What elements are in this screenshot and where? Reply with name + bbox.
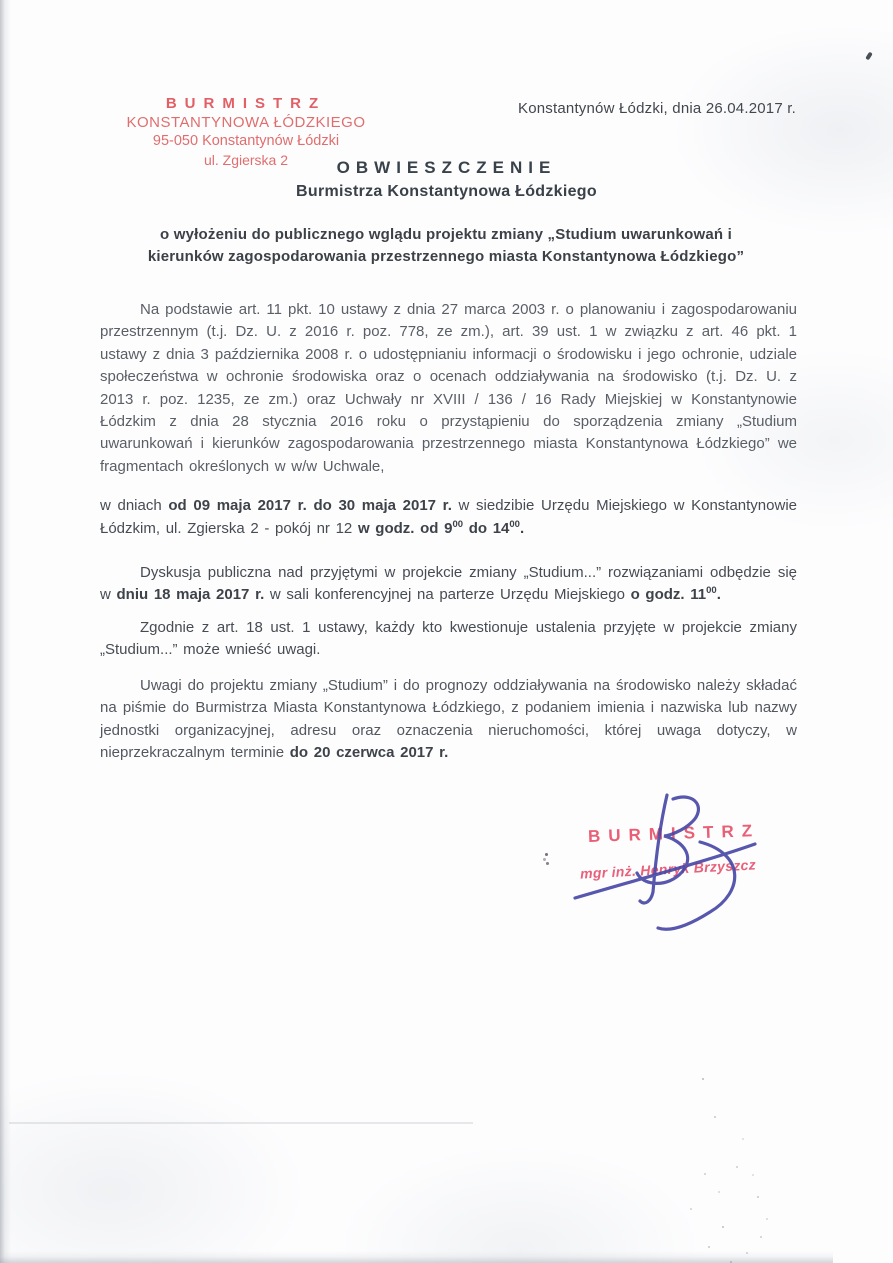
letterhead-street: ul. Zgierska 2 — [203, 152, 289, 168]
p3-bold-period: . — [716, 586, 721, 604]
p5-text-1: Uwagi do projektu zmiany „Studium” i do prognozy oddziaływania na środowisko należy składać na piśmie do Burmistrza Miasta Konstantynowa Łódzkiego, z podaniem imienia i nazwiska lub nazwy jednostki organizacyjnej, adresu oraz oznaczenia nieruchomości, której uwaga dotyczy, w nieprzekraczalnym terminie — [100, 676, 797, 761]
p3-superscript: 00 — [706, 585, 717, 597]
p3-bold-hour: o godz. 11 — [630, 586, 707, 604]
scan-speck — [865, 52, 873, 61]
document-subject — [96, 224, 796, 268]
paragraph-public-discussion — [100, 562, 797, 607]
scan-edge-bottom — [0, 1251, 833, 1263]
p2-superscript-1: 00 — [452, 518, 464, 530]
subject-line-1: o wyłożeniu do publicznego wglądu projektu zmiany „Studium uwarunkowań i — [160, 226, 732, 243]
p3-text-1: Dyskusja publiczna nad przyjętymi w projekcie zmiany „Studium...” rozwiązaniami odbędzie się w — [100, 564, 797, 604]
handwritten-signature — [530, 780, 790, 980]
p2-bold-hours-start: w godz. od 9 — [357, 519, 453, 537]
paragraph-objections-right: Zgodnie z art. 18 ust. 1 ustawy, każdy kto kwestionuje ustalenia przyjęte w projekcie zmiany „Studium...” może wnieść uwagi. — [100, 618, 797, 659]
paragraph-legal-basis: Na podstawie art. 11 pkt. 10 ustawy z dnia 27 marca 2003 r. o planowaniu i zagospodarowaniu przestrzennym (t.j. Dz. U. z 2016 r. poz. 778, ze zm.), art. 39 ust. 1 w związku z art. 46 pkt. 1 ustawy z dnia 3 października 2008 r. o udostępnianiu informacji o środowisku i jego ochronie, udziale społeczeństwa w ochronie środowiska oraz o ocenach oddziaływania na środowisko (t.j. Dz. U. z 2013 r. poz. 1235, ze zm.) oraz Uchwały nr XVIII / 136 / 16 Rady Miejskiej w Konstantynowie Łódzkim z dnia 28 stycznia 2016 roku o przystąpieniu do sporządzenia zmiany „Studium uwarunkowań i kierunków zagospodarowania przestrzennego miasta Konstantynowa Łódzkiego” we fragmentach określonych w w/w Uchwale, — [100, 301, 797, 475]
document-subtitle: Burmistrza Konstantynowa Łódzkiego — [296, 183, 597, 200]
signature-stamp-name: mgr inż. Henryk Brzyszcz — [579, 856, 757, 882]
document-body — [100, 299, 797, 764]
signature-stem — [640, 795, 667, 903]
scan-speckle-cluster — [702, 1078, 704, 1080]
paragraph-submission-rules — [100, 675, 797, 765]
p2-bold-dates: od 09 maja 2017 r. do 30 maja 2017 r. — [168, 497, 452, 515]
letterhead-office-title: BURMISTRZ — [165, 95, 327, 112]
p2-text-1: w dniach — [100, 497, 169, 515]
p5-bold-deadline: do 20 czerwca 2017 r. — [289, 743, 449, 761]
p2-bold-hours-end: do 14 — [463, 519, 510, 537]
dateline: Konstantynów Łódzki, dnia 26.04.2017 r. — [518, 100, 796, 117]
subject-line-2: kierunków zagospodarowania przestrzennego miasta Konstantynowa Łódzkiego” — [147, 248, 745, 265]
paper-fold-line — [9, 1122, 473, 1124]
paragraph-exhibition-dates — [100, 495, 797, 540]
p3-text-2: w sali konferencyjnej na parterze Urzędu Miejskiego — [264, 586, 631, 604]
document-title: OBWIESZCZENIE — [336, 158, 557, 177]
p2-superscript-2: 00 — [509, 518, 520, 530]
signature-cross-stroke — [575, 844, 755, 898]
p2-text-2: w siedzibie Urzędu Miejskiego w Konstantynowie Łódzkim, ul. Zgierska 2 - pokój nr 12 — [100, 497, 798, 537]
signature-tail — [658, 842, 735, 929]
letterhead-postal-city: 95-050 Konstantynów Łódzki — [152, 133, 340, 149]
p2-bold-period: . — [519, 519, 525, 537]
scan-edge-left — [0, 0, 11, 1263]
signature-stamp-title: BURMISTRZ — [587, 821, 761, 846]
p3-bold-date: dniu 18 maja 2017 r. — [116, 586, 265, 604]
letterhead-office-name: KONSTANTYNOWA ŁÓDZKIEGO — [126, 114, 366, 131]
